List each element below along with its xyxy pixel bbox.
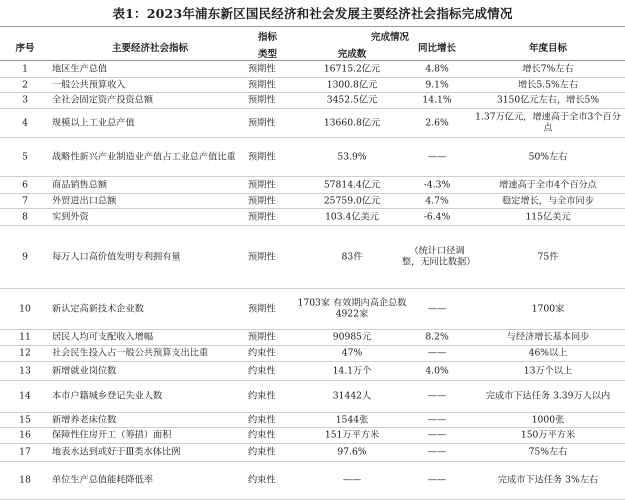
annual-target: 150万平方米 bbox=[520, 429, 576, 441]
completed-value: 25759.0亿元 bbox=[323, 194, 381, 206]
row-number: 8 bbox=[22, 210, 28, 222]
annual-target: 75件 bbox=[537, 250, 559, 262]
table-row bbox=[0, 92, 625, 108]
completed-value: 57814.4亿元 bbox=[323, 178, 381, 190]
annual-target: 50%左右 bbox=[528, 150, 568, 162]
yoy-growth: 4.8% bbox=[425, 63, 449, 75]
yoy-growth: —— bbox=[427, 413, 447, 425]
annual-target: 稳定增长，与全市同步 bbox=[502, 194, 594, 206]
annual-target: 115亿美元 bbox=[525, 210, 571, 222]
indicator-name: 保障性住房开工（筹措）面积 bbox=[52, 429, 172, 441]
indicator-type: 预期性 bbox=[248, 302, 276, 314]
indicator-name: 单位生产总值能耗降低率 bbox=[52, 474, 154, 486]
yoy-growth: （统计口径调整，无同比数据） bbox=[402, 245, 476, 268]
header-no: 序号 bbox=[15, 43, 35, 54]
annual-target: 增速高于全市4个百分点 bbox=[499, 178, 597, 190]
row-number: 4 bbox=[22, 116, 28, 128]
indicator-type: 约束性 bbox=[248, 429, 276, 441]
table-row bbox=[0, 225, 625, 288]
indicator-name: 实到外资 bbox=[52, 210, 89, 222]
table-row bbox=[0, 208, 625, 225]
yoy-growth: —— bbox=[427, 474, 447, 486]
table-row bbox=[0, 461, 625, 499]
indicator-name: 新增就业岗位数 bbox=[52, 364, 117, 376]
yoy-growth: 4.0% bbox=[425, 364, 449, 376]
annual-target: 46%以上 bbox=[528, 347, 568, 359]
indicator-name: 外贸进出口总额 bbox=[52, 194, 117, 206]
row-number: 16 bbox=[19, 429, 31, 441]
completed-value: 97.6% bbox=[337, 446, 367, 458]
completed-value: 1300.8亿元 bbox=[326, 78, 378, 90]
annual-target: 75%左右 bbox=[528, 446, 568, 458]
indicator-name: 地区生产总值 bbox=[52, 63, 108, 75]
row-number: 11 bbox=[19, 331, 31, 343]
indicator-type: 约束性 bbox=[248, 347, 276, 359]
yoy-growth: 4.7% bbox=[425, 194, 449, 206]
row-number: 17 bbox=[19, 446, 31, 458]
completed-value: 53.9% bbox=[337, 150, 367, 162]
indicator-type: 约束性 bbox=[248, 474, 276, 486]
table-row bbox=[0, 329, 625, 345]
completed-value: 151万平方米 bbox=[324, 429, 380, 441]
header-type-line2: 类型 bbox=[257, 49, 277, 60]
table-title: 表1：2023年浦东新区国民经济和社会发展主要经济社会指标完成情况 bbox=[112, 6, 513, 21]
completed-value: 3452.5亿元 bbox=[326, 94, 378, 106]
completed-value: 103.4亿美元 bbox=[325, 210, 379, 222]
table-row bbox=[0, 412, 625, 427]
table-row bbox=[0, 443, 625, 461]
completed-value: 14.1万个 bbox=[332, 364, 372, 376]
indicator-name: 战略性新兴产业制造业产值占工业总产值比重 bbox=[52, 150, 236, 162]
completed-value: 1544张 bbox=[335, 413, 369, 425]
table-row bbox=[0, 77, 625, 92]
annual-target: 13万个以上 bbox=[523, 364, 573, 376]
table-row bbox=[0, 193, 625, 208]
completed-value: 31442人 bbox=[332, 390, 372, 402]
indicator-type: 约束性 bbox=[248, 364, 276, 376]
table-row bbox=[0, 108, 625, 137]
header-indicator: 主要经济社会指标 bbox=[111, 43, 188, 54]
row-number: 7 bbox=[22, 194, 28, 206]
yoy-growth: —— bbox=[427, 446, 447, 458]
yoy-growth: —— bbox=[427, 390, 447, 402]
header-top-rule bbox=[0, 26, 625, 27]
table-row bbox=[0, 61, 625, 77]
indicator-type: 约束性 bbox=[248, 446, 276, 458]
indicator-name: 一般公共预算收入 bbox=[52, 78, 126, 90]
header-completion-group: 完成情况 bbox=[370, 32, 409, 43]
annual-target: 3150亿元左右，增长5% bbox=[496, 94, 600, 106]
table-row bbox=[0, 361, 625, 380]
row-number: 18 bbox=[19, 474, 31, 486]
annual-target: 完成市下达任务 3%左右 bbox=[497, 474, 599, 486]
completed-value: 47% bbox=[341, 347, 363, 359]
indicator-type: 预期性 bbox=[248, 78, 276, 90]
annual-target: 与经济增长基本同步 bbox=[506, 331, 590, 343]
row-number: 14 bbox=[19, 390, 31, 402]
yoy-growth: -4.3% bbox=[423, 178, 451, 190]
completed-value: 1703家 有效期内高企总数4922家 bbox=[297, 297, 407, 320]
yoy-growth: —— bbox=[427, 302, 447, 314]
yoy-growth: —— bbox=[427, 150, 447, 162]
indicator-name: 规模以上工业总产值 bbox=[52, 116, 135, 128]
yoy-growth: —— bbox=[427, 347, 447, 359]
completed-value: 90985元 bbox=[332, 331, 372, 343]
indicator-name: 商品销售总额 bbox=[52, 178, 108, 190]
header-yoy: 同比增长 bbox=[417, 43, 456, 54]
completed-value: —— bbox=[342, 474, 362, 486]
indicator-name: 每万人口高价值发明专利拥有量 bbox=[52, 250, 181, 262]
yoy-growth: 9.1% bbox=[425, 78, 449, 90]
row-number: 9 bbox=[22, 250, 28, 262]
annual-target: 1000张 bbox=[531, 413, 565, 425]
table-row bbox=[0, 288, 625, 329]
annual-target: 增长7%左右 bbox=[522, 63, 574, 75]
indicator-type: 预期性 bbox=[248, 63, 276, 75]
header-type-line1: 指标 bbox=[257, 32, 277, 43]
annual-target: 完成市下达任务 3.39万人以内 bbox=[485, 390, 611, 402]
yoy-growth: 2.6% bbox=[425, 116, 449, 128]
indicator-name: 社会民生投入占一般公共预算支出比重 bbox=[52, 347, 209, 359]
yoy-growth: -6.4% bbox=[423, 210, 451, 222]
table-row bbox=[0, 176, 625, 193]
table-row bbox=[0, 137, 625, 176]
header-value: 完成数 bbox=[337, 49, 367, 60]
row-number: 1 bbox=[22, 63, 28, 75]
indicator-type: 预期性 bbox=[248, 178, 276, 190]
completed-value: 83件 bbox=[341, 250, 363, 262]
indicator-name: 全社会固定资产投资总额 bbox=[52, 94, 154, 106]
table-row bbox=[0, 345, 625, 361]
completed-value: 16715.2亿元 bbox=[323, 63, 381, 75]
indicator-name: 新增养老床位数 bbox=[52, 413, 117, 425]
indicator-type: 约束性 bbox=[248, 413, 276, 425]
row-number: 3 bbox=[22, 94, 28, 106]
indicator-type: 预期性 bbox=[248, 116, 276, 128]
completed-value: 13660.8亿元 bbox=[323, 116, 381, 128]
table-row bbox=[0, 427, 625, 443]
row-number: 2 bbox=[22, 78, 28, 90]
row-number: 6 bbox=[22, 178, 28, 190]
yoy-growth: 14.1% bbox=[422, 94, 452, 106]
indicator-type: 约束性 bbox=[248, 390, 276, 402]
indicator-type: 预期性 bbox=[248, 194, 276, 206]
yoy-growth: 8.2% bbox=[425, 331, 449, 343]
indicator-name: 居民人均可支配收入增幅 bbox=[52, 331, 154, 343]
indicator-type: 预期性 bbox=[248, 331, 276, 343]
row-number: 13 bbox=[19, 364, 31, 376]
indicator-type: 预期性 bbox=[248, 250, 276, 262]
row-number: 12 bbox=[19, 347, 31, 359]
annual-target: 1.37万亿元，增速高于全市3个百分点 bbox=[475, 111, 621, 134]
yoy-growth: —— bbox=[427, 429, 447, 441]
table-row bbox=[0, 380, 625, 412]
annual-target: 增长5.5%左右 bbox=[517, 78, 579, 90]
indicator-name: 新认定高新技术企业数 bbox=[52, 302, 144, 314]
indicator-type: 预期性 bbox=[248, 94, 276, 106]
annual-target: 1700家 bbox=[531, 302, 565, 314]
header-target: 年度目标 bbox=[528, 43, 567, 54]
indicator-name: 地表水达到或好于Ⅲ类水体比例 bbox=[52, 446, 181, 458]
indicator-type: 预期性 bbox=[248, 150, 276, 162]
row-number: 10 bbox=[19, 302, 31, 314]
indicator-name: 本市户籍城乡登记失业人数 bbox=[52, 390, 163, 402]
row-number: 5 bbox=[22, 150, 28, 162]
row-number: 15 bbox=[19, 413, 31, 425]
indicator-type: 预期性 bbox=[248, 210, 276, 222]
